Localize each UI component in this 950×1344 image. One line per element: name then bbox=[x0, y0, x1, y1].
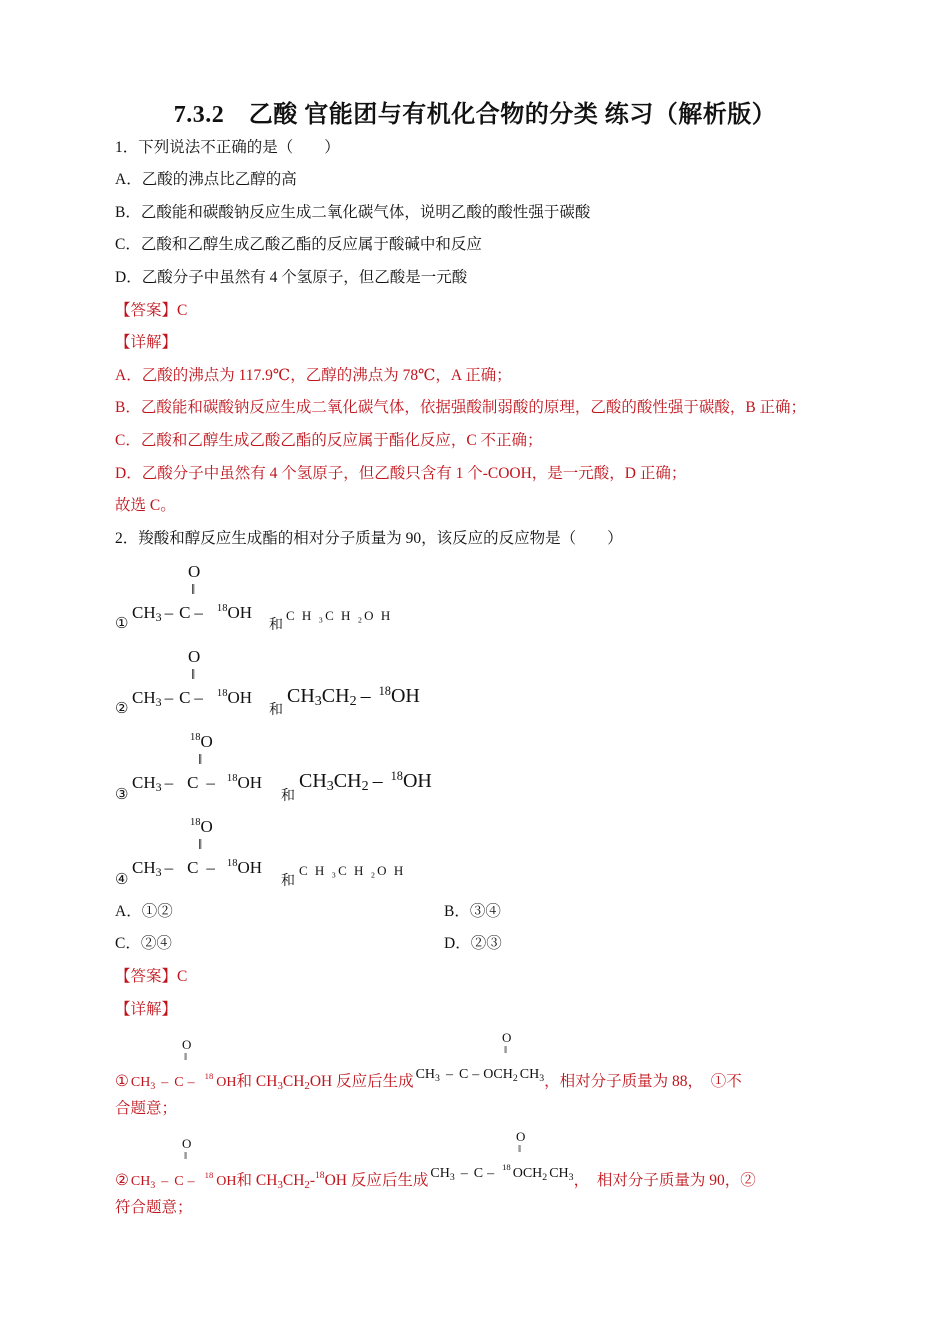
exp1-acid-double-bond: ‖ bbox=[184, 1051, 188, 1063]
item-marker-1: ① bbox=[115, 616, 129, 632]
exp2-ester-oxygen: O bbox=[516, 1129, 526, 1144]
structure-3-acid: $CH_3$ – C – $^{18}$OH bbox=[132, 773, 263, 794]
question-2-stem: 2．羧酸和醇反应生成酯的相对分子质量为 90，该反应的反应物是（ ） bbox=[115, 530, 623, 547]
item-marker-2: ② bbox=[115, 701, 129, 717]
question-1-explanation-a: A．乙酸的沸点为 117.9℃，乙醇的沸点为 78℃，A 正确； bbox=[115, 367, 512, 384]
explanation-2-line: ② $CH_3$ – C – $^{18}$ OH和 $CH_3CH_2-^{18}OH$ 反应后生成 $CH_3$ – C – $^{18}$ $OCH_2$ $CH_3$， 相对分子质量为 90，② bbox=[115, 1162, 756, 1191]
exp1-ester: $CH_3$ – C – $OCH_2$ $CH_3$ bbox=[415, 1067, 545, 1084]
carbonyl-oxygen: O bbox=[188, 562, 201, 581]
exp2-acid-double-bond: ‖ bbox=[184, 1150, 188, 1162]
structure-4-acid: $CH_3$ – C – $^{18}$OH bbox=[132, 858, 263, 879]
and-label-2: 和 bbox=[269, 703, 283, 718]
exp1-ester-oxygen: O bbox=[502, 1030, 512, 1045]
question-1-explanation-c: C．乙酸和乙醇生成乙酸乙酯的反应属于酯化反应，C 不正确； bbox=[115, 432, 543, 449]
explanation-1-continued: 合题意； bbox=[115, 1100, 178, 1117]
carbonyl-oxygen-18: $^{18}$O bbox=[190, 732, 213, 751]
explanation-2-continued: 符合题意； bbox=[115, 1199, 193, 1216]
exp2-ester-double-bond: ‖ bbox=[518, 1143, 522, 1155]
structure-1-acid: $CH_3$ – C – $^{18}$OH bbox=[132, 603, 253, 624]
question-1-explanation-b: B．乙酸能和碳酸钠反应生成二氧化碳气体，依据强酸制弱酸的原理，乙酸的酸性强于碳酸，B 正确； bbox=[115, 399, 807, 416]
exp1-ester-double-bond: ‖ bbox=[504, 1044, 508, 1056]
and-label-3: 和 bbox=[281, 789, 295, 804]
double-bond: ‖ bbox=[191, 582, 196, 598]
structure-3-alcohol: $CH_3CH_2 - ^{18}OH$ bbox=[299, 769, 432, 794]
structure-4-ethanol: C H ₃C H ₂O H bbox=[299, 863, 406, 878]
question-2-detail-label: 【详解】 bbox=[115, 1001, 178, 1018]
question-1-stem: 1．下列说法不正确的是（ ） bbox=[115, 139, 340, 156]
question-1-answer: 【答案】C bbox=[115, 302, 188, 319]
question-1-option-d: D．乙酸分子中虽然有 4 个氢原子，但乙酸是一元酸 bbox=[115, 269, 468, 286]
structure-2-acid: $CH_3$ – C – $^{18}$OH bbox=[132, 688, 253, 709]
structure-2-alcohol: $CH_3CH_2 - ^{18}OH$ bbox=[287, 684, 420, 709]
and-label-1: 和 bbox=[269, 618, 283, 633]
page-title: 7.3.2 乙酸 官能团与有机化合物的分类 练习（解析版） bbox=[173, 102, 777, 128]
question-1-option-c: C．乙酸和乙醇生成乙酸乙酯的反应属于酸碱中和反应 bbox=[115, 236, 482, 253]
item-marker-4: ④ bbox=[115, 872, 129, 888]
carbonyl-oxygen: O bbox=[188, 647, 201, 666]
question-1-option-a: A．乙酸的沸点比乙醇的高 bbox=[115, 171, 297, 188]
choice-b: B．③④ bbox=[444, 903, 501, 920]
and-label-4: 和 bbox=[281, 874, 295, 889]
double-bond: ‖ bbox=[198, 752, 203, 768]
exp1-acid: $CH_3$ – C – $^{18}$ OH bbox=[130, 1071, 237, 1092]
exp1-acid-oxygen: O bbox=[182, 1037, 192, 1052]
double-bond: ‖ bbox=[191, 667, 196, 683]
question-1-explanation-d: D．乙酸分子中虽然有 4 个氢原子，但乙酸只含有 1 个-COOH，是一元酸，D 正确； bbox=[115, 465, 687, 482]
item-marker-3: ③ bbox=[115, 787, 129, 803]
choice-c: C．②④ bbox=[115, 935, 172, 952]
carbonyl-oxygen-18: $^{18}$O bbox=[190, 817, 213, 836]
explanation-1-line: ① $CH_3$ – C – $^{18}$ OH和 $CH_3CH_2OH$ 反应后生成 $CH_3$ – C – $OCH_2$ $CH_3$，相对分子质量为 88， ①不 bbox=[115, 1067, 742, 1092]
exp2-ester: $CH_3$ – C – $^{18}$ $OCH_2$ $CH_3$ bbox=[430, 1162, 574, 1183]
choice-d: D．②③ bbox=[444, 935, 502, 952]
structure-1-ethanol: C H ₃C H ₂O H bbox=[286, 608, 393, 623]
double-bond: ‖ bbox=[198, 837, 203, 853]
question-2-answer: 【答案】C bbox=[115, 968, 188, 985]
question-1-option-b: B．乙酸能和碳酸钠反应生成二氧化碳气体，说明乙酸的酸性强于碳酸 bbox=[115, 204, 591, 221]
exp2-acid-oxygen: O bbox=[182, 1136, 192, 1151]
choice-a: A．①② bbox=[115, 903, 173, 920]
exp2-acid: $CH_3$ – C – $^{18}$ OH bbox=[130, 1170, 237, 1191]
question-1-conclusion: 故选 C。 bbox=[115, 497, 176, 514]
question-1-detail-label: 【详解】 bbox=[115, 334, 178, 351]
